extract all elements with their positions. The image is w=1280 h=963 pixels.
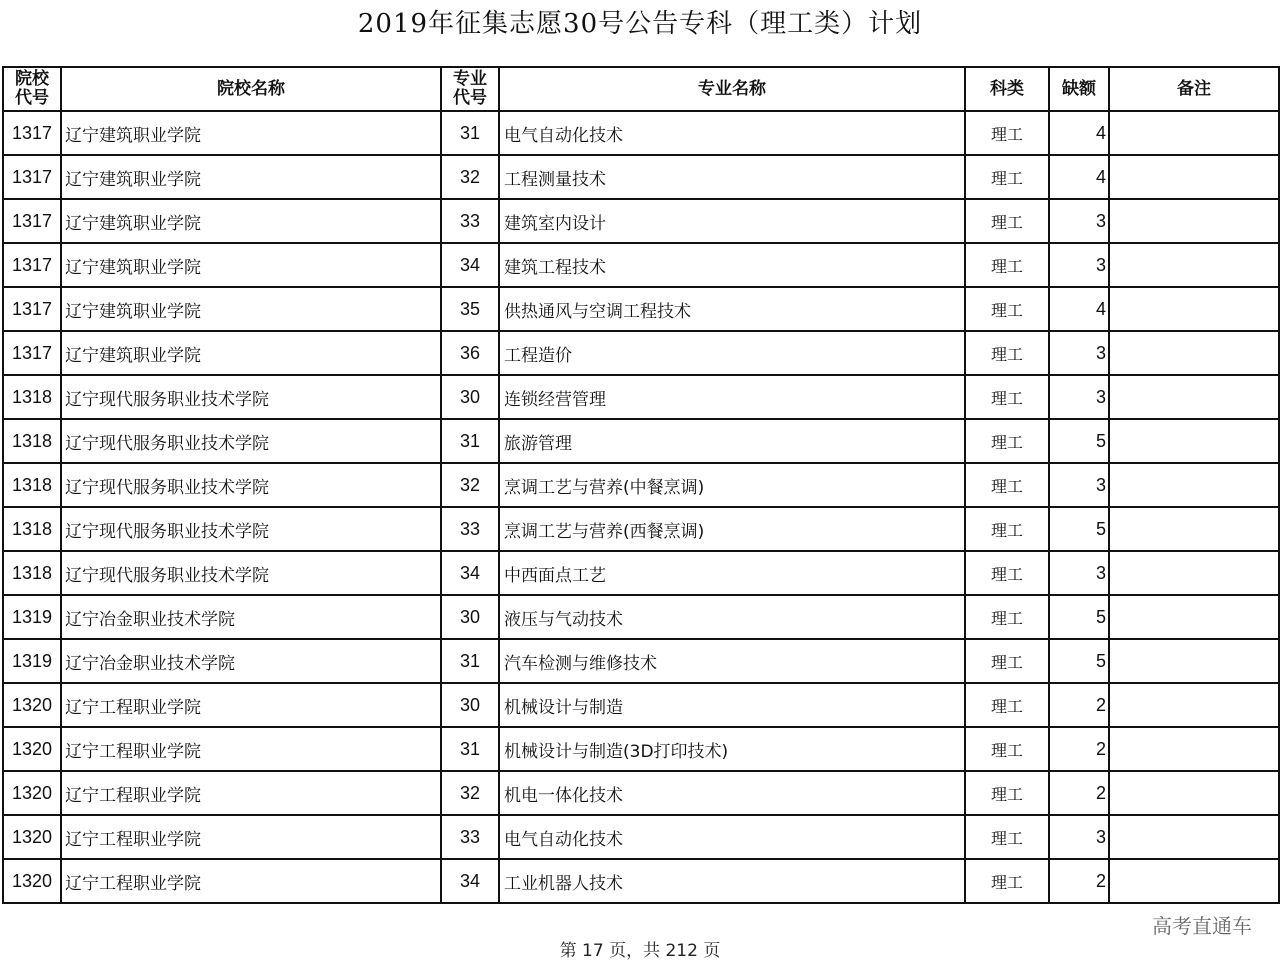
cell-school-name: 辽宁工程职业学院 xyxy=(61,859,441,903)
watermark: 高考直通车 xyxy=(1152,914,1252,938)
cell-category: 理工 xyxy=(965,507,1049,551)
cell-quota: 4 xyxy=(1049,155,1109,199)
cell-category: 理工 xyxy=(965,551,1049,595)
cell-category: 理工 xyxy=(965,771,1049,815)
table-row xyxy=(3,243,1279,287)
cell-quota: 3 xyxy=(1049,331,1109,375)
cell-major-name: 机电一体化技术 xyxy=(499,771,965,815)
cell-category: 理工 xyxy=(965,815,1049,859)
cell-category: 理工 xyxy=(965,683,1049,727)
cell-category: 理工 xyxy=(965,595,1049,639)
cell-category: 理工 xyxy=(965,243,1049,287)
cell-major-code: 31 xyxy=(441,727,499,771)
cell-major-code: 31 xyxy=(441,639,499,683)
header-major-code: 专业 代号 xyxy=(441,67,499,111)
cell-school-code: 1320 xyxy=(3,771,61,815)
table-row xyxy=(3,639,1279,683)
cell-school-name: 辽宁建筑职业学院 xyxy=(61,243,441,287)
cell-category: 理工 xyxy=(965,331,1049,375)
cell-major-code: 35 xyxy=(441,287,499,331)
cell-quota: 5 xyxy=(1049,595,1109,639)
cell-major-name: 工业机器人技术 xyxy=(499,859,965,903)
cell-quota: 5 xyxy=(1049,419,1109,463)
cell-category: 理工 xyxy=(965,375,1049,419)
cell-school-code: 1318 xyxy=(3,551,61,595)
cell-school-name: 辽宁工程职业学院 xyxy=(61,771,441,815)
cell-note xyxy=(1109,815,1279,859)
cell-school-code: 1319 xyxy=(3,639,61,683)
cell-school-name: 辽宁现代服务职业技术学院 xyxy=(61,375,441,419)
cell-note xyxy=(1109,419,1279,463)
cell-note xyxy=(1109,155,1279,199)
cell-quota: 3 xyxy=(1049,375,1109,419)
cell-school-code: 1318 xyxy=(3,507,61,551)
cell-major-code: 33 xyxy=(441,199,499,243)
cell-note xyxy=(1109,727,1279,771)
cell-major-code: 34 xyxy=(441,551,499,595)
cell-major-name: 烹调工艺与营养(西餐烹调) xyxy=(499,507,965,551)
header-note: 备注 xyxy=(1109,67,1279,111)
cell-note xyxy=(1109,375,1279,419)
cell-note xyxy=(1109,287,1279,331)
cell-quota: 4 xyxy=(1049,287,1109,331)
cell-note xyxy=(1109,507,1279,551)
table-row xyxy=(3,111,1279,155)
cell-major-code: 32 xyxy=(441,155,499,199)
cell-note xyxy=(1109,243,1279,287)
table-row xyxy=(3,551,1279,595)
cell-major-name: 烹调工艺与营养(中餐烹调) xyxy=(499,463,965,507)
plan-table xyxy=(2,66,1280,904)
table-row xyxy=(3,859,1279,903)
cell-major-name: 机械设计与制造 xyxy=(499,683,965,727)
cell-major-code: 31 xyxy=(441,111,499,155)
cell-major-code: 32 xyxy=(441,771,499,815)
cell-category: 理工 xyxy=(965,287,1049,331)
cell-school-code: 1320 xyxy=(3,683,61,727)
table-row xyxy=(3,331,1279,375)
cell-major-name: 液压与气动技术 xyxy=(499,595,965,639)
table-row xyxy=(3,507,1279,551)
cell-school-code: 1318 xyxy=(3,375,61,419)
table-row xyxy=(3,287,1279,331)
cell-school-code: 1317 xyxy=(3,155,61,199)
cell-category: 理工 xyxy=(965,199,1049,243)
page-footer: 第 17 页，共 212 页 xyxy=(559,941,721,961)
cell-major-name: 旅游管理 xyxy=(499,419,965,463)
page-title: 2019年征集志愿30号公告专科（理工类）计划 xyxy=(357,9,923,39)
cell-school-name: 辽宁建筑职业学院 xyxy=(61,155,441,199)
cell-school-name: 辽宁工程职业学院 xyxy=(61,683,441,727)
cell-major-name: 汽车检测与维修技术 xyxy=(499,639,965,683)
cell-major-name: 机械设计与制造(3D打印技术) xyxy=(499,727,965,771)
cell-school-name: 辽宁建筑职业学院 xyxy=(61,331,441,375)
cell-school-code: 1320 xyxy=(3,727,61,771)
table-row xyxy=(3,815,1279,859)
table-row xyxy=(3,463,1279,507)
cell-school-name: 辽宁现代服务职业技术学院 xyxy=(61,507,441,551)
cell-school-code: 1317 xyxy=(3,287,61,331)
cell-major-code: 30 xyxy=(441,595,499,639)
cell-major-code: 36 xyxy=(441,331,499,375)
cell-major-name: 电气自动化技术 xyxy=(499,111,965,155)
cell-category: 理工 xyxy=(965,111,1049,155)
cell-category: 理工 xyxy=(965,639,1049,683)
cell-major-name: 建筑工程技术 xyxy=(499,243,965,287)
cell-note xyxy=(1109,595,1279,639)
cell-school-code: 1317 xyxy=(3,111,61,155)
cell-major-code: 34 xyxy=(441,859,499,903)
cell-major-name: 中西面点工艺 xyxy=(499,551,965,595)
header-school-code: 院校 代号 xyxy=(3,67,61,111)
cell-note xyxy=(1109,331,1279,375)
table-row xyxy=(3,155,1279,199)
cell-school-code: 1319 xyxy=(3,595,61,639)
cell-note xyxy=(1109,551,1279,595)
cell-school-code: 1317 xyxy=(3,199,61,243)
cell-category: 理工 xyxy=(965,727,1049,771)
cell-category: 理工 xyxy=(965,463,1049,507)
cell-school-name: 辽宁工程职业学院 xyxy=(61,727,441,771)
header-major-name: 专业名称 xyxy=(499,67,965,111)
cell-school-name: 辽宁建筑职业学院 xyxy=(61,111,441,155)
cell-major-name: 建筑室内设计 xyxy=(499,199,965,243)
cell-note xyxy=(1109,463,1279,507)
cell-major-code: 34 xyxy=(441,243,499,287)
table-row xyxy=(3,683,1279,727)
cell-category: 理工 xyxy=(965,419,1049,463)
table-row xyxy=(3,771,1279,815)
cell-major-code: 31 xyxy=(441,419,499,463)
table-header-row xyxy=(3,67,1279,111)
table-row xyxy=(3,595,1279,639)
table-row xyxy=(3,727,1279,771)
header-school-name: 院校名称 xyxy=(61,67,441,111)
cell-school-code: 1318 xyxy=(3,419,61,463)
cell-major-code: 30 xyxy=(441,683,499,727)
header-category: 科类 xyxy=(965,67,1049,111)
cell-school-name: 辽宁现代服务职业技术学院 xyxy=(61,463,441,507)
cell-quota: 3 xyxy=(1049,199,1109,243)
cell-quota: 3 xyxy=(1049,815,1109,859)
cell-quota: 2 xyxy=(1049,683,1109,727)
cell-quota: 5 xyxy=(1049,639,1109,683)
cell-school-code: 1318 xyxy=(3,463,61,507)
cell-school-code: 1317 xyxy=(3,331,61,375)
cell-note xyxy=(1109,199,1279,243)
cell-quota: 2 xyxy=(1049,727,1109,771)
cell-school-name: 辽宁现代服务职业技术学院 xyxy=(61,551,441,595)
cell-school-code: 1317 xyxy=(3,243,61,287)
cell-major-name: 供热通风与空调工程技术 xyxy=(499,287,965,331)
cell-major-code: 30 xyxy=(441,375,499,419)
cell-note xyxy=(1109,683,1279,727)
cell-school-name: 辽宁冶金职业技术学院 xyxy=(61,595,441,639)
cell-school-name: 辽宁工程职业学院 xyxy=(61,815,441,859)
cell-quota: 3 xyxy=(1049,243,1109,287)
cell-school-name: 辽宁冶金职业技术学院 xyxy=(61,639,441,683)
table-row xyxy=(3,419,1279,463)
cell-school-code: 1320 xyxy=(3,815,61,859)
cell-school-name: 辽宁现代服务职业技术学院 xyxy=(61,419,441,463)
cell-school-name: 辽宁建筑职业学院 xyxy=(61,287,441,331)
cell-major-code: 33 xyxy=(441,815,499,859)
cell-note xyxy=(1109,771,1279,815)
cell-school-code: 1320 xyxy=(3,859,61,903)
header-quota: 缺额 xyxy=(1049,67,1109,111)
cell-major-name: 电气自动化技术 xyxy=(499,815,965,859)
cell-quota: 3 xyxy=(1049,551,1109,595)
cell-major-code: 32 xyxy=(441,463,499,507)
table-row xyxy=(3,375,1279,419)
cell-major-code: 33 xyxy=(441,507,499,551)
cell-quota: 5 xyxy=(1049,507,1109,551)
cell-quota: 3 xyxy=(1049,463,1109,507)
cell-category: 理工 xyxy=(965,155,1049,199)
cell-quota: 2 xyxy=(1049,859,1109,903)
cell-quota: 4 xyxy=(1049,111,1109,155)
cell-note xyxy=(1109,639,1279,683)
cell-note xyxy=(1109,859,1279,903)
cell-category: 理工 xyxy=(965,859,1049,903)
cell-quota: 2 xyxy=(1049,771,1109,815)
cell-note xyxy=(1109,111,1279,155)
cell-major-name: 工程测量技术 xyxy=(499,155,965,199)
table-row xyxy=(3,199,1279,243)
cell-major-name: 连锁经营管理 xyxy=(499,375,965,419)
cell-major-name: 工程造价 xyxy=(499,331,965,375)
cell-school-name: 辽宁建筑职业学院 xyxy=(61,199,441,243)
